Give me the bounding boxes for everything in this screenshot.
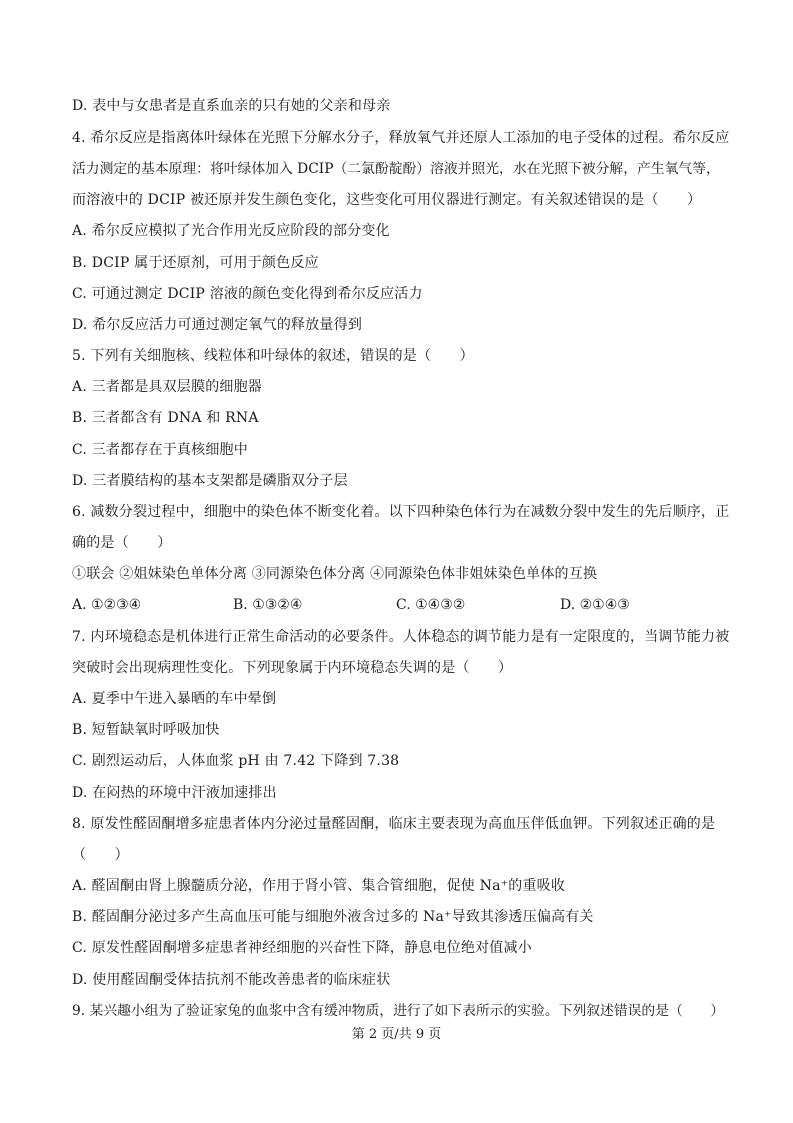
- q4-option-b: B. DCIP 属于还原剂，可用于颜色反应: [72, 255, 319, 271]
- q5-option-a: A. 三者都是具双层膜的细胞器: [72, 379, 263, 395]
- page-footer: 第 2 页/共 9 页: [351, 1027, 442, 1042]
- q5-option-b: B. 三者都含有 DNA 和 RNA: [72, 410, 259, 426]
- q7-option-a: A. 夏季中午进入暴晒的车中晕倒: [72, 691, 277, 707]
- q8-stem-line1: 8. 原发性醛固酮增多症患者体内分泌过量醛固酮，临床主要表现为高血压伴低血钾。下列叙述正确的是: [72, 816, 716, 832]
- q6-option-c: C. ①④③②: [396, 597, 466, 613]
- q5-option-c: C. 三者都存在于真核细胞中: [72, 442, 248, 458]
- q8-option-d: D. 使用醛固酮受体拮抗剂不能改善患者的临床症状: [72, 972, 391, 988]
- q6-option-a: A. ①②③④: [72, 597, 142, 613]
- q7-stem-line2: 突破时会出现病理性变化。下列现象属于内环境稳态失调的是（ ）: [72, 660, 513, 676]
- q4-option-c: C. 可通过测定 DCIP 溶液的颜色变化得到希尔反应活力: [72, 286, 423, 302]
- q7-option-d: D. 在闷热的环境中汗液加速排出: [72, 785, 277, 801]
- q7-option-b: B. 短暂缺氧时呼吸加快: [72, 722, 220, 738]
- q8-stem-line2: （ ）: [72, 847, 129, 863]
- q8-option-a: A. 醛固酮由肾上腺髓质分泌，作用于肾小管、集合管细胞，促使 Na⁺的重吸收: [72, 878, 566, 894]
- q6-option-d: D. ②①④③: [560, 597, 630, 613]
- q7-stem-line1: 7. 内环境稳态是机体进行正常生命活动的必要条件。人体稳态的调节能力是有一定限度的，当调节能力被: [72, 629, 730, 645]
- q5-stem: 5. 下列有关细胞核、线粒体和叶绿体的叙述，错误的是（ ）: [72, 348, 474, 364]
- q6-stem-line2: 确的是（ ）: [72, 535, 172, 551]
- q8-option-b: B. 醛固酮分泌过多产生高血压可能与细胞外液含过多的 Na⁺导致其渗透压偏高有关: [72, 909, 594, 925]
- q8-option-c: C. 原发性醛固酮增多症患者神经细胞的兴奋性下降，静息电位绝对值减小: [72, 940, 532, 956]
- q7-option-c: C. 剧烈运动后，人体血浆 pH 由 7.42 下降到 7.38: [72, 753, 400, 769]
- q5-option-d: D. 三者膜结构的基本支架都是磷脂双分子层: [72, 473, 348, 489]
- q9-stem: 9. 某兴趣小组为了验证家兔的血浆中含有缓冲物质，进行了如下表所示的实验。下列叙述错误的是（ ）: [72, 1003, 725, 1019]
- q4-option-a: A. 希尔反应模拟了光合作用光反应阶段的部分变化: [72, 223, 390, 239]
- q3-option-d: D. 表中与女患者是直系血亲的只有她的父亲和母亲: [72, 98, 391, 114]
- q4-option-d: D. 希尔反应活力可通过测定氧气的释放量得到: [72, 317, 363, 333]
- q6-option-b: B. ①③②④: [233, 597, 303, 613]
- q6-items: ①联会 ②姐妹染色单体分离 ③同源染色体分离 ④同源染色体非姐妹染色单体的互换: [72, 566, 598, 582]
- q4-stem-line3: 而溶液中的 DCIP 被还原并发生颜色变化，这些变化可用仪器进行测定。有关叙述错误的是（ ）: [72, 192, 702, 208]
- q4-stem-line1: 4. 希尔反应是指离体叶绿体在光照下分解水分子，释放氧气并还原人工添加的电子受体的过程。希尔反应: [72, 130, 730, 146]
- q4-stem-line2: 活力测定的基本原理：将叶绿体加入 DCIP（二氯酚靛酚）溶液并照光，水在光照下被分解，产生氧气等，: [72, 161, 720, 177]
- q6-options-row: [72, 595, 732, 615]
- q6-stem-line1: 6. 减数分裂过程中，细胞中的染色体不断变化着。以下四种染色体行为在减数分裂中发生的先后顺序，正: [72, 504, 730, 520]
